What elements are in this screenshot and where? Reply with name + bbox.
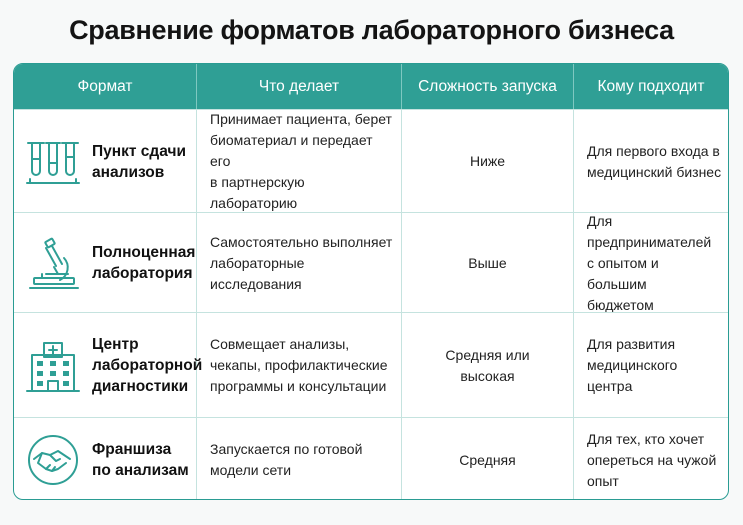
what-cell: Совмещает анализы, чекапы, профилактические программы и консультации <box>197 313 402 418</box>
format-label: Пункт сдачи анализов <box>92 142 186 181</box>
difficulty-cell: Ниже <box>402 110 574 213</box>
what-cell: Самостоятельно выполняет лабораторные исследования <box>197 213 402 313</box>
test-tubes-icon <box>24 135 82 189</box>
what-cell: Принимает пациента, берет биомaтериал и передает его в партнерскую лабораторию <box>197 110 402 213</box>
difficulty-cell: Выше <box>402 213 574 313</box>
page-title: Сравнение форматов лабораторного бизнеса <box>69 15 674 45</box>
table-row <box>14 109 728 213</box>
header-suits: Кому подходит <box>597 78 705 95</box>
what-cell: Запускается по готовой модели сети <box>197 418 402 500</box>
format-cell <box>14 213 197 313</box>
comparison-table <box>13 63 729 500</box>
suits-cell: Для тех, кто хочет опереться на чужой опыт <box>587 430 717 489</box>
table-row <box>14 417 728 500</box>
table-row <box>14 312 728 418</box>
format-label: Франшиза по анализам <box>92 441 189 479</box>
format-cell <box>14 110 197 213</box>
format-label: Центр лабораторной диагностики <box>92 336 203 395</box>
format-cell <box>14 313 203 418</box>
header-what: Что делает <box>197 64 402 109</box>
table-header <box>14 64 728 109</box>
table-row <box>14 212 728 313</box>
difficulty-cell: Средняя <box>402 418 574 500</box>
header-difficulty: Сложность запуска <box>402 64 574 109</box>
difficulty-cell: Средняя или высокая <box>402 313 574 418</box>
suits-cell: Для предпринимателей с опытом и большим бюджетом <box>587 212 712 313</box>
microscope-icon <box>24 236 82 290</box>
format-cell <box>14 418 197 500</box>
format-label: Полноценная лаборатория <box>92 244 196 282</box>
clinic-building-icon <box>24 339 82 393</box>
header-format: Формат <box>14 64 197 109</box>
suits-cell: Для первого входа в медицинский бизнес <box>587 142 722 180</box>
suits-cell: Для развития медицинского центра <box>587 336 678 394</box>
handshake-icon <box>24 433 82 487</box>
